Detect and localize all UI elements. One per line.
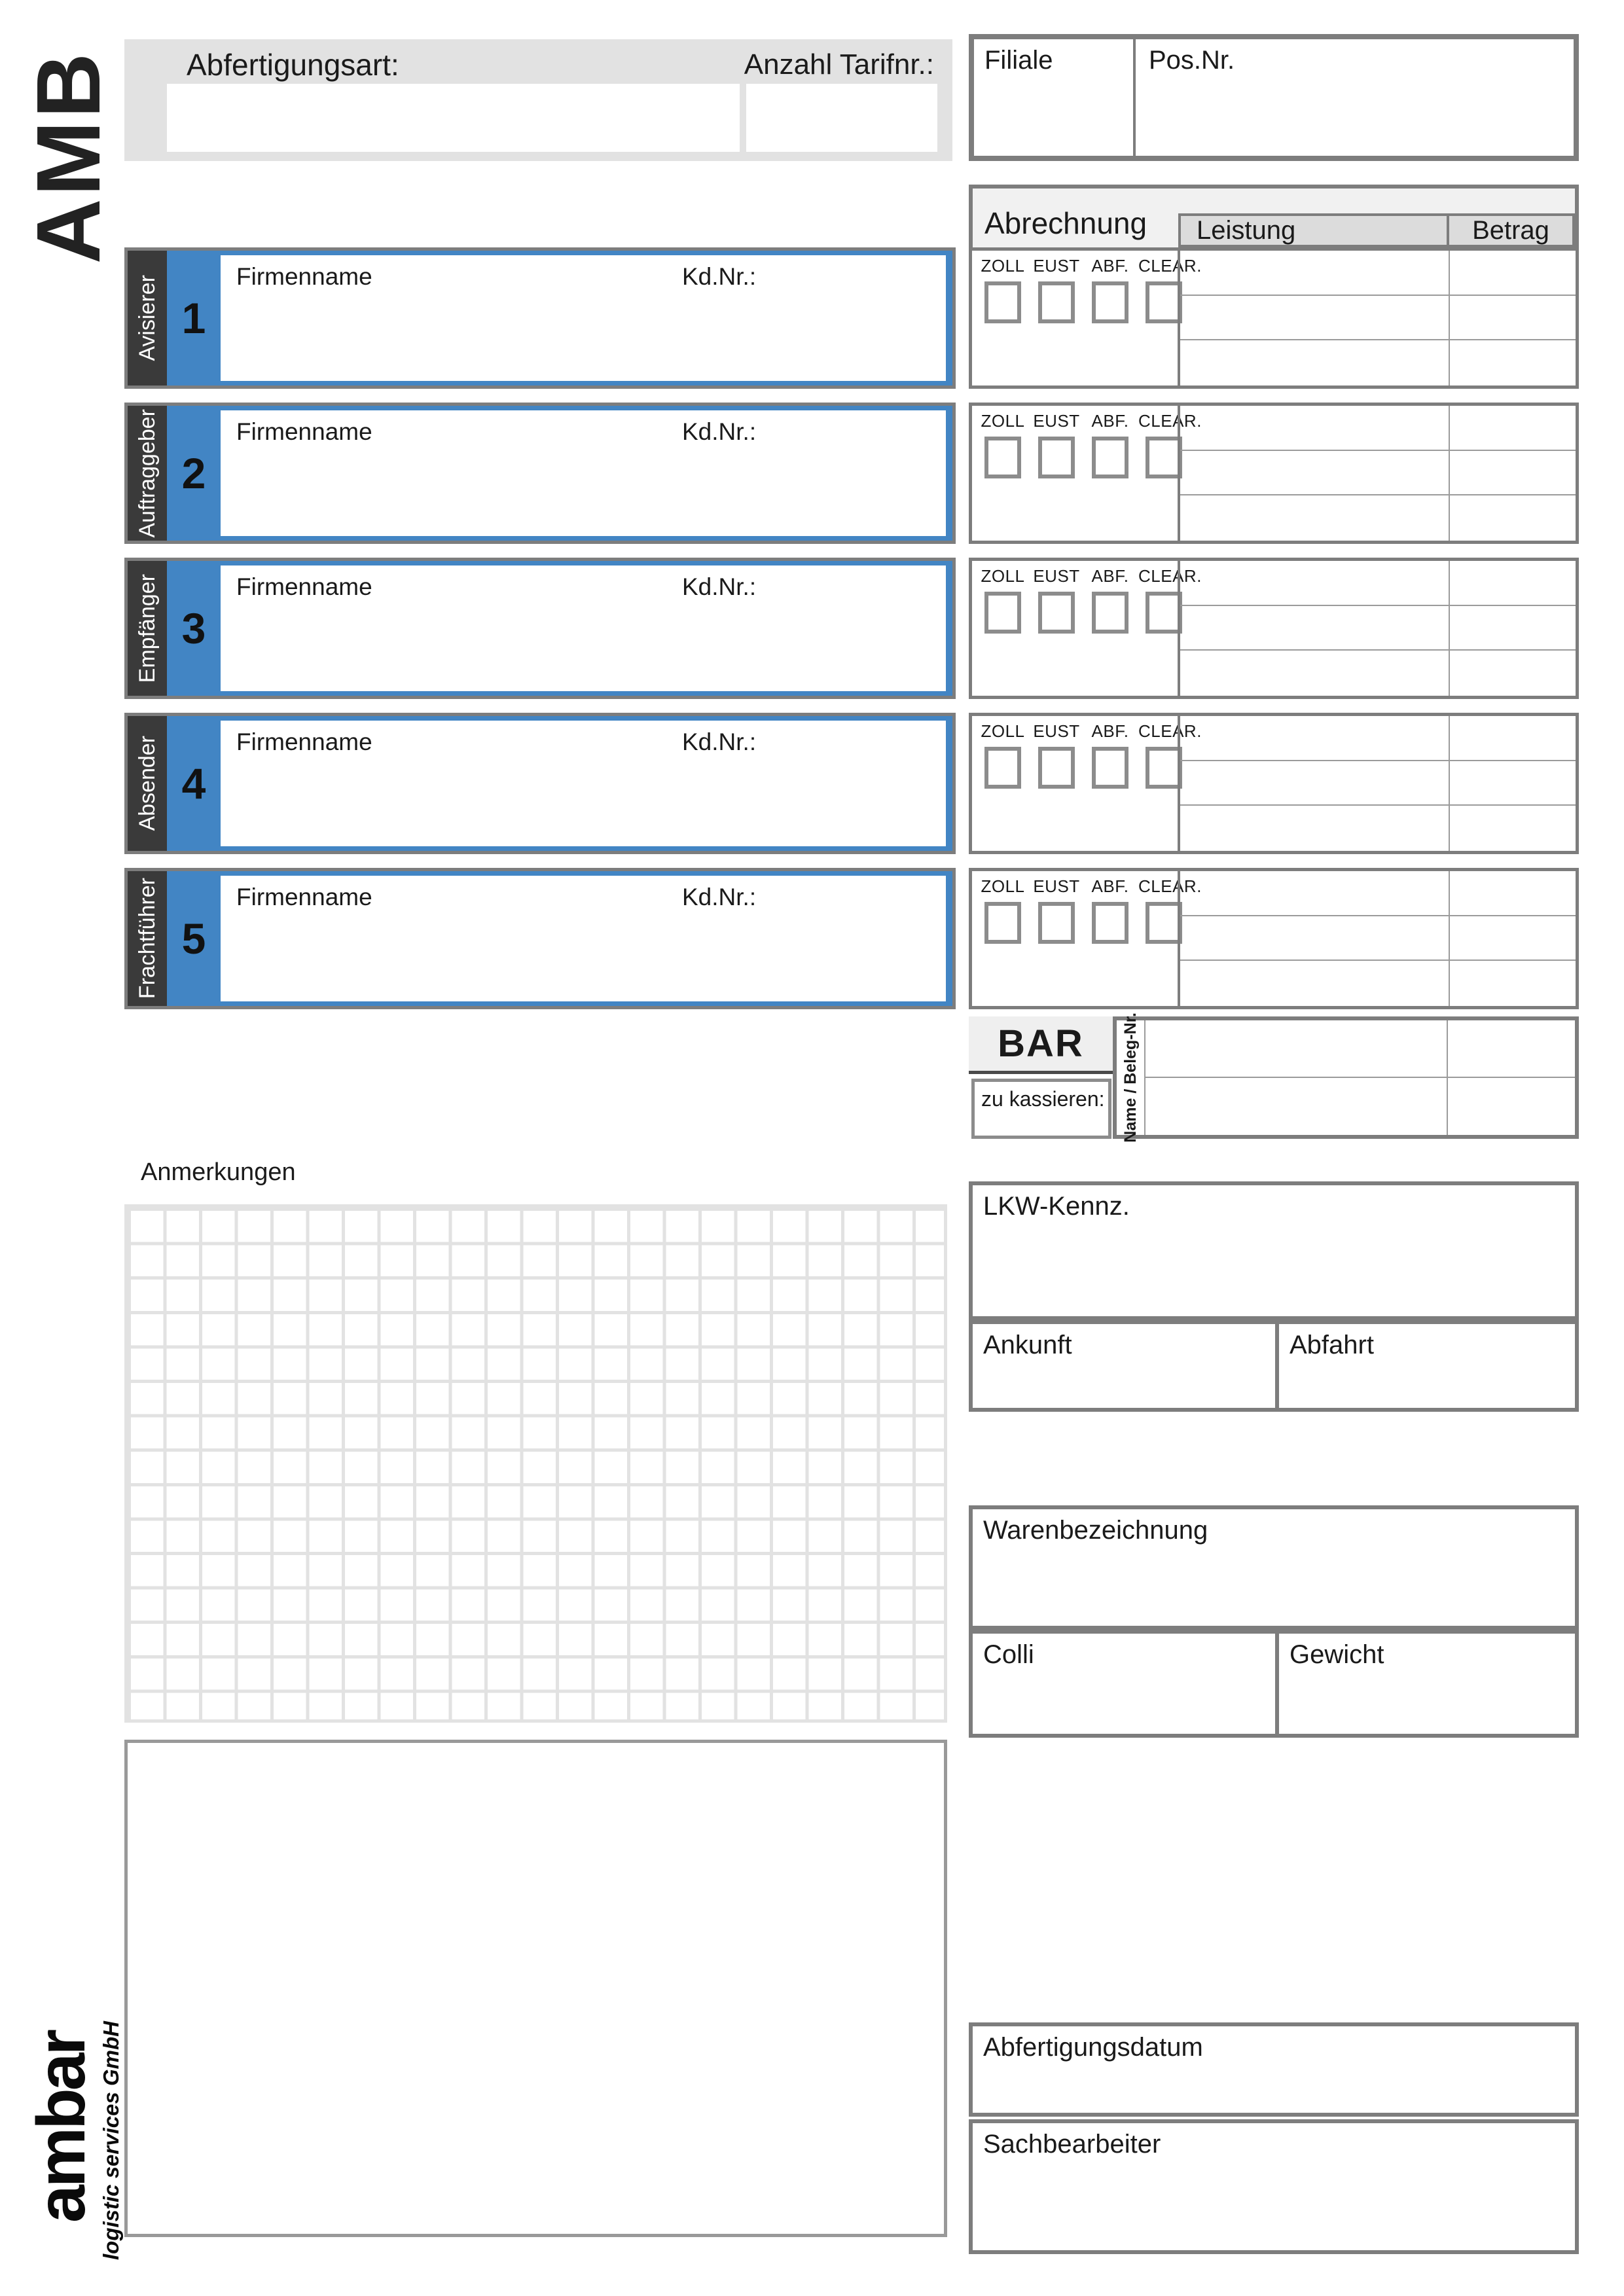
zoll-checkbox-group [977, 876, 1028, 944]
zoll-checkbox-group [977, 721, 1028, 789]
betrag-cell[interactable] [1449, 296, 1576, 341]
betrag-cell[interactable] [1449, 606, 1576, 651]
filiale-field[interactable] [974, 39, 1136, 156]
kdnr-label: Kd.Nr.: [682, 573, 757, 600]
eust-checkbox-group [1031, 876, 1082, 944]
eust-label: EUST [1033, 566, 1080, 586]
eust-checkbox-group [1031, 256, 1082, 323]
role-strip [128, 406, 167, 541]
eust-label: EUST [1033, 411, 1080, 431]
gewicht-field[interactable] [1279, 1630, 1579, 1738]
clear-label: CLEAR. [1138, 876, 1202, 896]
free-notes-box[interactable] [124, 1740, 947, 2237]
leistung-betrag-grid [1178, 251, 1576, 386]
role-label: Avisierer [134, 275, 160, 361]
role-strip [128, 716, 167, 851]
abfertigungsart-label: Abfertigungsart: [187, 48, 399, 82]
betrag-cell[interactable] [1449, 961, 1576, 1006]
abrechnung-section-5 [969, 868, 1579, 1009]
abrechnung-column-headers [1178, 213, 1575, 247]
betrag-cell[interactable] [1449, 451, 1576, 496]
firmenname-label: Firmenname [236, 573, 372, 600]
firmenname-field[interactable] [221, 410, 946, 536]
zoll-label: ZOLL [981, 411, 1025, 431]
leistung-column-header: Leistung [1178, 213, 1449, 247]
leistung-betrag-grid [1178, 871, 1576, 1006]
zu-kassieren-field[interactable] [971, 1079, 1111, 1139]
party-number: 3 [181, 604, 206, 653]
betrag-cell[interactable] [1449, 251, 1576, 296]
filiale-label: Filiale [984, 46, 1053, 75]
role-strip [128, 561, 167, 696]
eust-label: EUST [1033, 721, 1080, 741]
abrechnung-title: Abrechnung [984, 206, 1147, 240]
bar-betrag-cell[interactable] [1447, 1020, 1575, 1078]
eust-checkbox[interactable] [1038, 747, 1075, 789]
zoll-checkbox[interactable] [984, 437, 1021, 478]
anmerkungen-label: Anmerkungen [141, 1158, 296, 1186]
firmenname-label: Firmenname [236, 263, 372, 290]
abf-checkbox-group [1085, 876, 1136, 944]
leistung-cell[interactable] [1180, 296, 1449, 341]
betrag-cell[interactable] [1449, 495, 1576, 541]
zoll-checkbox-group [977, 411, 1028, 478]
role-label: Auftraggeber [134, 408, 160, 538]
kdnr-label: Kd.Nr.: [682, 418, 757, 445]
clear-label: CLEAR. [1138, 411, 1202, 431]
name-beleg-nr-label: Name / Beleg-Nr. [1121, 1013, 1140, 1143]
bar-header [969, 1016, 1113, 1074]
abrechnung-section-2 [969, 403, 1579, 544]
leistung-cell[interactable] [1180, 340, 1449, 386]
abf-label: ABF. [1091, 566, 1129, 586]
zoll-checkbox-group [977, 566, 1028, 634]
eust-checkbox[interactable] [1038, 902, 1075, 944]
clear-checkbox[interactable] [1146, 437, 1182, 478]
leistung-cell[interactable] [1180, 716, 1449, 761]
leistung-betrag-grid [1178, 716, 1576, 851]
eust-checkbox-group [1031, 566, 1082, 634]
firmenname-field[interactable] [221, 255, 946, 381]
leistung-cell[interactable] [1180, 916, 1449, 961]
zoll-checkbox[interactable] [984, 592, 1021, 634]
firmenname-label: Firmenname [236, 418, 372, 445]
betrag-cell[interactable] [1449, 806, 1576, 851]
role-strip [128, 871, 167, 1006]
betrag-cell[interactable] [1449, 406, 1576, 451]
abf-label: ABF. [1091, 411, 1129, 431]
kdnr-label: Kd.Nr.: [682, 728, 757, 755]
eust-checkbox[interactable] [1038, 281, 1075, 323]
anmerkungen-grid[interactable] [124, 1204, 947, 1723]
abf-checkbox[interactable] [1092, 747, 1128, 789]
posnr-label: Pos.Nr. [1149, 46, 1235, 75]
clear-label: CLEAR. [1138, 566, 1202, 586]
party-number: 2 [181, 449, 206, 497]
ambar-logo-subtitle [97, 2009, 126, 2271]
betrag-column-header: Betrag [1449, 213, 1575, 247]
abf-checkbox-group [1085, 411, 1136, 478]
party-row-frachtfuehrer [124, 868, 956, 1009]
role-label: Frachtführer [134, 878, 160, 999]
firmenname-label: Firmenname [236, 728, 372, 755]
party-number: 5 [181, 914, 206, 963]
abf-label: ABF. [1091, 721, 1129, 741]
colli-label: Colli [983, 1640, 1034, 1669]
colli-field[interactable] [969, 1630, 1279, 1738]
bar-name-cell[interactable] [1146, 1020, 1447, 1078]
eust-checkbox[interactable] [1038, 592, 1075, 634]
kdnr-label: Kd.Nr.: [682, 263, 757, 290]
betrag-cell[interactable] [1449, 871, 1576, 916]
betrag-cell[interactable] [1449, 651, 1576, 696]
leistung-cell[interactable] [1180, 651, 1449, 696]
betrag-cell[interactable] [1449, 916, 1576, 961]
betrag-cell[interactable] [1449, 761, 1576, 806]
eust-checkbox-group [1031, 721, 1082, 789]
bar-title: BAR [998, 1022, 1084, 1065]
zoll-label: ZOLL [981, 721, 1025, 741]
lkw-kennz-field[interactable] [969, 1181, 1579, 1320]
zoll-label: ZOLL [981, 876, 1025, 896]
leistung-cell[interactable] [1180, 806, 1449, 851]
abf-checkbox-group [1085, 256, 1136, 323]
kdnr-label: Kd.Nr.: [682, 884, 757, 910]
abfertigungsdatum-field[interactable] [969, 2022, 1579, 2117]
zu-kassieren-label: zu kassieren: [981, 1087, 1105, 1111]
role-strip [128, 251, 167, 386]
warenbezeichnung-label: Warenbezeichnung [983, 1516, 1208, 1545]
abfertigungsart-input[interactable] [167, 84, 740, 152]
zoll-label: ZOLL [981, 256, 1025, 276]
anzahl-tarifnr-input[interactable] [746, 84, 937, 152]
amb-logo [20, 26, 118, 288]
abf-label: ABF. [1091, 876, 1129, 896]
party-row-absender [124, 713, 956, 854]
eust-checkbox-group [1031, 411, 1082, 478]
zoll-label: ZOLL [981, 566, 1025, 586]
anzahl-tarifnr-label: Anzahl Tarifnr.: [744, 48, 934, 81]
sachbearbeiter-label: Sachbearbeiter [983, 2130, 1161, 2159]
leistung-cell[interactable] [1180, 871, 1449, 916]
abrechnung-header [969, 185, 1579, 247]
betrag-cell[interactable] [1449, 716, 1576, 761]
betrag-cell[interactable] [1449, 340, 1576, 386]
amb-logo-text: AMB [18, 50, 119, 264]
party-number: 4 [181, 759, 206, 808]
abfahrt-field[interactable] [1279, 1320, 1579, 1412]
name-beleg-nr-strip [1117, 1013, 1146, 1143]
clear-label: CLEAR. [1138, 721, 1202, 741]
clear-checkbox[interactable] [1146, 592, 1182, 634]
lkw-kennz-label: LKW-Kennz. [983, 1192, 1130, 1221]
clear-checkbox[interactable] [1146, 281, 1182, 323]
leistung-betrag-grid [1178, 406, 1576, 541]
leistung-cell[interactable] [1180, 561, 1449, 606]
abfertigungsdatum-label: Abfertigungsdatum [983, 2033, 1203, 2062]
leistung-cell[interactable] [1180, 606, 1449, 651]
firmenname-field[interactable] [221, 565, 946, 691]
header-panel [124, 39, 952, 161]
ambar-logo [25, 2013, 98, 2242]
leistung-cell[interactable] [1180, 961, 1449, 1006]
filiale-posnr-box [969, 34, 1579, 161]
role-label: Absender [134, 736, 160, 831]
eust-label: EUST [1033, 876, 1080, 896]
clear-checkbox[interactable] [1146, 902, 1182, 944]
abf-label: ABF. [1091, 256, 1129, 276]
leistung-betrag-grid [1178, 561, 1576, 696]
abfahrt-label: Abfahrt [1290, 1331, 1374, 1359]
clear-checkbox[interactable] [1146, 747, 1182, 789]
zoll-checkbox[interactable] [984, 281, 1021, 323]
posnr-field[interactable] [1138, 39, 1574, 156]
abf-checkbox[interactable] [1092, 437, 1128, 478]
sachbearbeiter-field[interactable] [969, 2119, 1579, 2254]
eust-checkbox[interactable] [1038, 437, 1075, 478]
abf-checkbox[interactable] [1092, 902, 1128, 944]
bar-betrag-cell[interactable] [1447, 1078, 1575, 1136]
bar-name-cell[interactable] [1146, 1078, 1447, 1136]
abf-checkbox-group [1085, 721, 1136, 789]
leistung-cell[interactable] [1180, 495, 1449, 541]
leistung-cell[interactable] [1180, 406, 1449, 451]
ankunft-label: Ankunft [983, 1331, 1072, 1359]
abrechnung-section-1 [969, 247, 1579, 389]
zoll-checkbox-group [977, 256, 1028, 323]
abrechnung-section-3 [969, 558, 1579, 699]
abf-checkbox[interactable] [1092, 592, 1128, 634]
zoll-checkbox[interactable] [984, 747, 1021, 789]
abf-checkbox-group [1085, 566, 1136, 634]
firmenname-field[interactable] [221, 721, 946, 846]
warenbezeichnung-field[interactable] [969, 1505, 1579, 1630]
bar-grid [1113, 1013, 1579, 1143]
zoll-checkbox[interactable] [984, 902, 1021, 944]
role-label: Empfänger [134, 573, 160, 683]
leistung-cell[interactable] [1180, 251, 1449, 296]
abrechnung-section-4 [969, 713, 1579, 854]
clear-label: CLEAR. [1138, 256, 1202, 276]
ambar-logo-subtitle-text: logistic services GmbH [99, 2020, 123, 2260]
ambar-logo-text: ambar [23, 2031, 99, 2223]
party-row-avisierer [124, 247, 956, 389]
ankunft-field[interactable] [969, 1320, 1279, 1412]
leistung-cell[interactable] [1180, 761, 1449, 806]
firmenname-label: Firmenname [236, 884, 372, 910]
party-row-auftraggeber [124, 403, 956, 544]
leistung-cell[interactable] [1180, 451, 1449, 496]
gewicht-label: Gewicht [1290, 1640, 1384, 1669]
betrag-cell[interactable] [1449, 561, 1576, 606]
party-number: 1 [181, 294, 206, 342]
party-row-empfaenger [124, 558, 956, 699]
abf-checkbox[interactable] [1092, 281, 1128, 323]
eust-label: EUST [1033, 256, 1080, 276]
firmenname-field[interactable] [221, 876, 946, 1001]
